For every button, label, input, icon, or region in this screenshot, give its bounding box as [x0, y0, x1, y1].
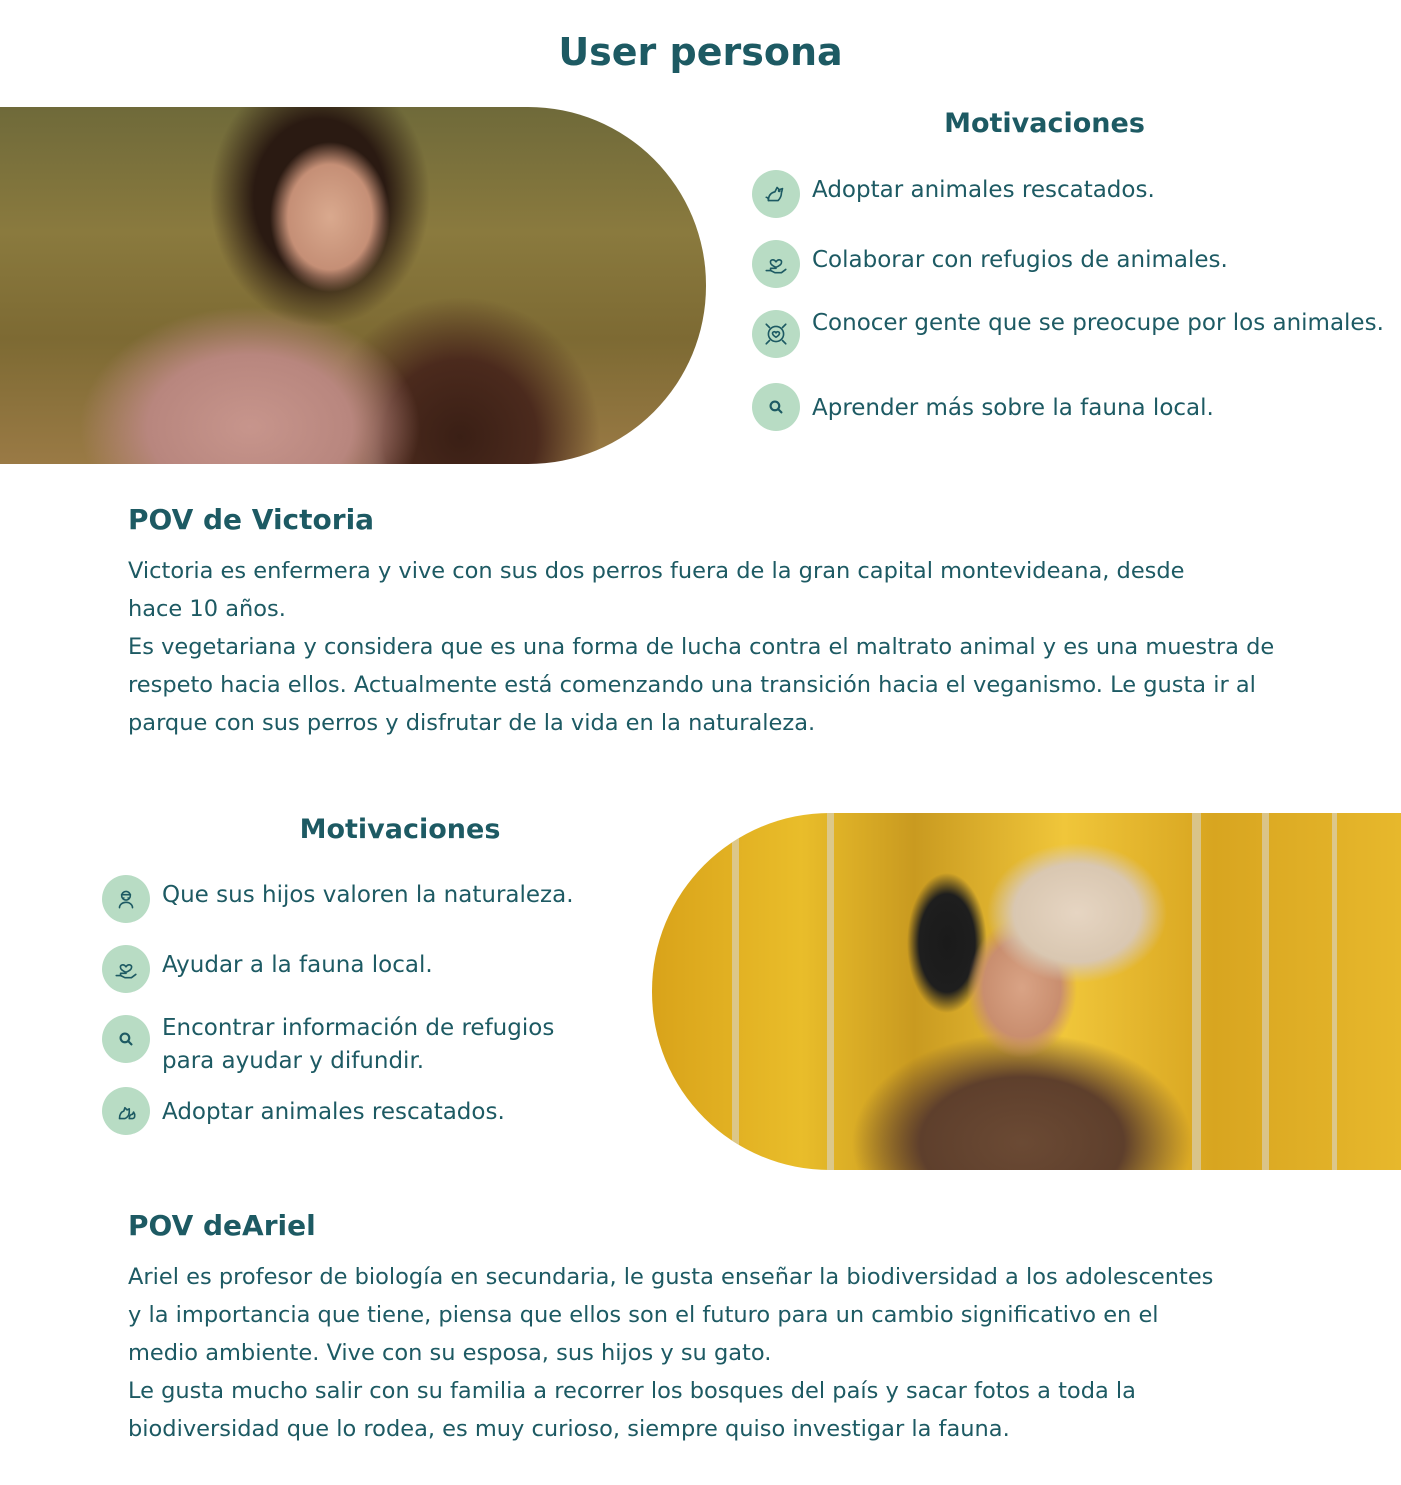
pov-paragraph: Ariel es profesor de biología en secundaria, le gusta enseñar la biodiversidad a los adolescentes y la importancia que tiene, piensa que ellos son el futuro para un cambio significativo en el medio ambiente. Vive con su esposa, sus hijos y su gato.	[128, 1264, 1214, 1366]
motivation-text: Adoptar animales rescatados.	[162, 1099, 505, 1125]
motivation-item	[102, 875, 574, 923]
motivation-text: Aprender más sobre la fauna local.	[812, 395, 1214, 421]
pets-icon	[102, 1087, 150, 1135]
motivation-text: Encontrar información de refugios para ayudar y difundir.	[162, 1015, 555, 1074]
child-icon	[102, 875, 150, 923]
motivation-item	[752, 383, 1214, 431]
motivation-item	[752, 170, 1155, 218]
community-heart-icon	[752, 310, 800, 358]
search-icon	[102, 1015, 150, 1063]
pov-paragraph: Le gusta mucho salir con su familia a recorrer los bosques del país y sacar fotos a toda la biodiversidad que lo rodea, es muy curioso, siempre quiso investigar la fauna.	[128, 1378, 1136, 1442]
motivations-panel-ariel	[102, 814, 662, 845]
motivation-item	[752, 240, 1228, 288]
pov-paragraph: Es vegetariana y considera que es una forma de lucha contra el maltrato animal y es una muestra de respeto hacia ellos. Actualmente está comenzando una transición hacia el veganismo. Le gusta ir al parque con sus perros y disfrutar de la vida en la naturaleza.	[128, 634, 1275, 736]
search-icon	[752, 383, 800, 431]
motivation-item	[102, 945, 433, 993]
motivation-item	[102, 1087, 505, 1135]
pet-dog-icon	[752, 170, 800, 218]
pov-title-victoria: POV de Victoria	[128, 503, 375, 536]
motivation-text: Colaborar con refugios de animales.	[812, 247, 1228, 273]
motivation-text: Que sus hijos valoren la naturaleza.	[162, 882, 574, 908]
motivations-panel-victoria	[752, 108, 1292, 139]
pov-text-victoria	[128, 552, 1288, 742]
pov-paragraph: Victoria es enfermera y vive con sus dos perros fuera de la gran capital montevideana, desde hace 10 años.	[128, 558, 1185, 622]
pov-title-ariel: POV deAriel	[128, 1209, 316, 1242]
motivation-text: Ayudar a la fauna local.	[162, 952, 433, 978]
ariel-photo	[652, 813, 1401, 1170]
motivation-item	[102, 1015, 602, 1078]
motivations-title: Motivaciones	[299, 814, 501, 845]
heart-hand-icon	[752, 240, 800, 288]
page-title: User persona	[558, 30, 843, 74]
motivation-text: Adoptar animales rescatados.	[812, 177, 1155, 203]
pov-text-ariel	[128, 1258, 1288, 1448]
motivation-text: Conocer gente que se preocupe por los animales.	[812, 310, 1384, 336]
heart-hand-icon	[102, 945, 150, 993]
motivation-item	[752, 310, 1384, 358]
victoria-photo	[0, 107, 706, 464]
motivations-title: Motivaciones	[944, 108, 1145, 139]
